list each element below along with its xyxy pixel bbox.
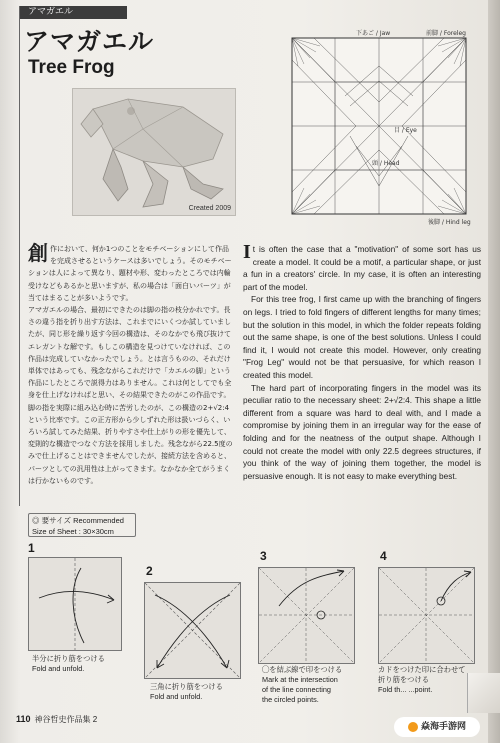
title-japanese: アマガエル <box>24 27 155 56</box>
margin-rule <box>19 6 20 506</box>
japanese-text <box>28 243 236 487</box>
english-paragraph-1: It is often the case that a "motivation" of some sort has us create a model. It could be a motif, a particular shape, or just a fun in a creators' circle. In my case, it is often an interesting part of the model. <box>243 241 481 292</box>
page-number: 110 <box>16 714 31 724</box>
english-text <box>243 243 481 482</box>
crease-pattern <box>290 30 471 226</box>
step-3-diagram <box>258 567 355 664</box>
japanese-paragraph: 作において、何か1つのことをモチベーションにして作品を完成させるというケースは多いでしょう。そのモチベーションは人によって異なり、題材や形、変わったところでは内輪受けなどもあるかと思いますが、私の場合は「面白いパーツ」が当てはまることが多いようです。 アマガエルの場合、最初にできたのは脚の指の枝分かれです。長さの違う指を折り出す方法は、これまでにいくつか試していましたが、同じ形を繰り返す今回の構造は、そのなかでも飛び抜けてエレガントな解です。もしこの構造を見つけていなければ、この作品は完成していなかったでしょう。とは言うものの、それだけ単体ではあっても、残念ながらこれだけで「カエルの脚」という作品にしたところで説得力はありません。これは何としてでも全身を仕上げなければと思い、その結果できたのがこの作品です。 脚の指を実際に組み込む時に苦労したのが、この構造の2+√2:4という比率です。この正方形から少しずれた形は扱いづらく、いろいろ試してみた結果、折りやすさや仕上がりの形を優先して、変則的な構造でつなぐ方法を採用しました。残念ながら22.5度のみで仕上げることはできませんでしたが、接続方法を含めると、パーツとしての汎用性は上がってきます。なかなか全てがうまくは行かないものです。 <box>28 245 233 485</box>
paper-size-box: ◎ 要サイズ Recommended Size of Sheet : 30×30cm <box>28 513 136 537</box>
step-3-fold-drawing <box>259 568 354 663</box>
step-2-fold-drawing <box>145 583 240 678</box>
step-2-caption: 三角に折り筋をつける Fold and unfold. <box>150 682 223 701</box>
label-hind-leg: 後脚 / Hind leg <box>428 219 471 226</box>
frog-photo <box>72 88 236 216</box>
step-1-diagram <box>28 557 122 651</box>
english-paragraph-3: The hard part of incorporating fingers in the model was its peculiar ratio to the necessary sheet: 2+√2:4. This shape a little different from a square was hard to deal with, and I made a compromise by joining them in an irregular way for the ease of folding and for the neatness of the output shape. Although I could not create the model with only 22.5 degrees structures, if you think of the way of joining them together, the model is persuasive enough. It is not easy to make everything best. <box>243 382 481 481</box>
step-4-caption: カドをつけた印に合わせて 折り筋をつける Fold th... ...point. <box>378 665 466 694</box>
label-jaw: 下あご / Jaw <box>356 30 391 37</box>
step-3-caption: ◯を結ぶ線で印をつける Mark at the intersection of the line connecting the circled points. <box>262 665 343 704</box>
step-2-diagram <box>144 582 241 679</box>
section-tab: アマガエル <box>20 6 127 19</box>
crease-pattern-diagram <box>290 36 468 216</box>
label-head: 頭 / Head <box>372 160 400 167</box>
label-eye: 目 / Eye <box>394 127 417 134</box>
book-edge <box>488 0 500 743</box>
step-3-number: 3 <box>260 549 267 563</box>
english-paragraph-2: For this tree frog, I first came up with the branching of fingers on legs. I tried to fold fingers of different lengths for many times; but the solution in this model, in which the folder repeats folding out the same shape, is one of the best solutions. Unless I could find it, I would not create this model. However, only creating "Frog Leg" would not be that persuasive, for which reason I created this model. <box>243 294 481 380</box>
origami-frog-image <box>73 89 235 215</box>
step-1-caption: 半分に折り筋をつける Fold and unfold. <box>32 654 105 673</box>
watermark-logo-icon <box>408 722 418 732</box>
book-title: 神谷哲史作品集 2 <box>34 715 98 724</box>
label-foreleg: 前脚 / Foreleg <box>426 30 466 37</box>
step-1-fold-drawing <box>29 558 121 650</box>
drop-cap-english: I <box>243 241 251 263</box>
page-curl <box>467 673 500 713</box>
title-english: Tree Frog <box>28 57 115 78</box>
step-4-diagram <box>378 567 475 664</box>
photo-caption: Created 2009 <box>188 205 231 212</box>
step-2-number: 2 <box>146 564 153 578</box>
step-4-number: 4 <box>380 549 387 563</box>
drop-cap-japanese: 創 <box>28 241 48 265</box>
step-4-fold-drawing <box>379 568 474 663</box>
page-footer <box>16 714 97 725</box>
step-1-number: 1 <box>28 541 35 555</box>
site-watermark: 焱海手游网 <box>394 717 480 737</box>
